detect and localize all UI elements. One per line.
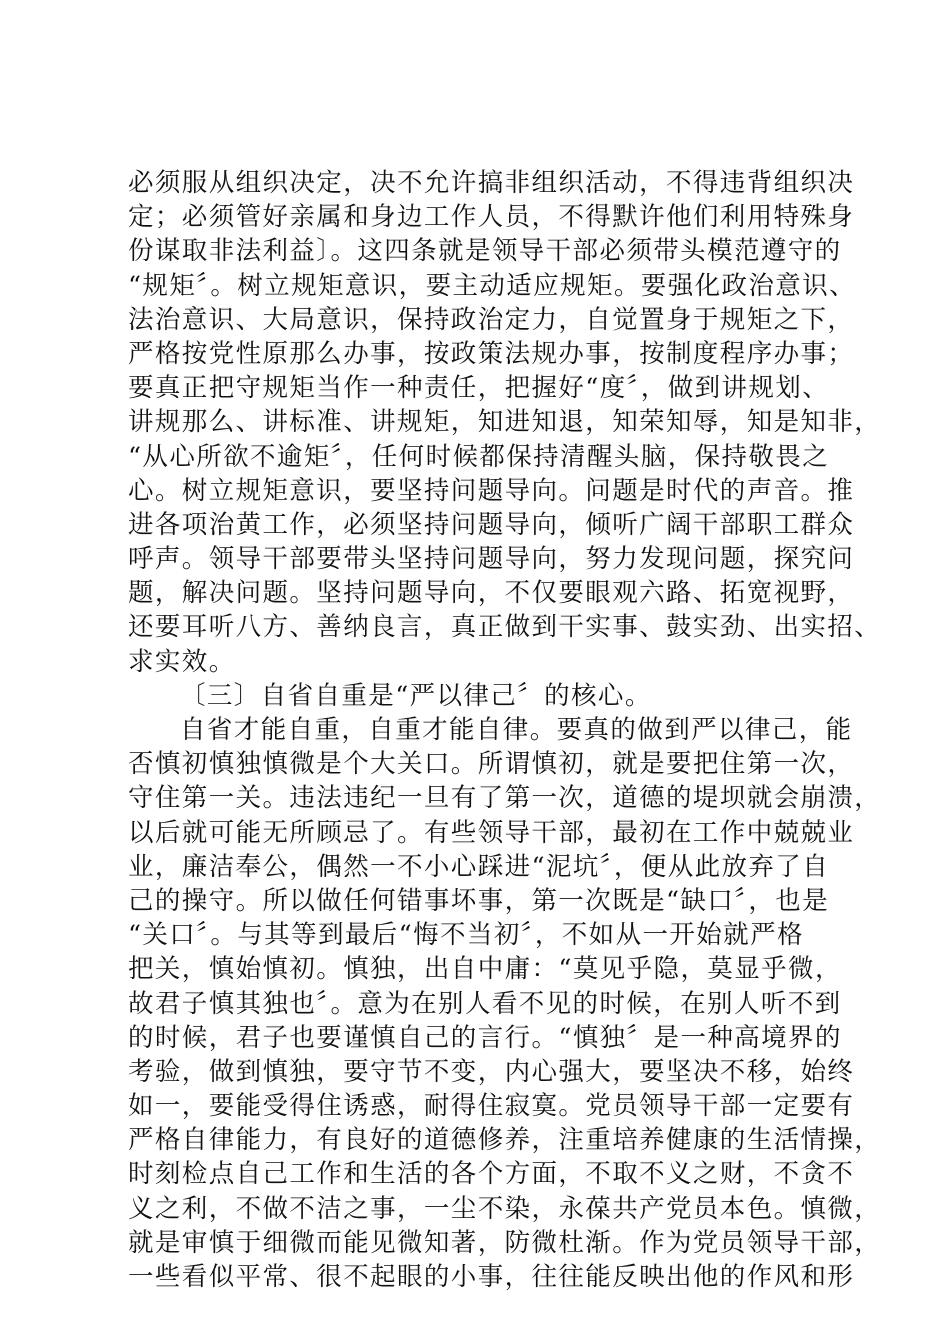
text-line: 心。树立规矩意识，要坚持问题导向。问题是时代的声音。推 (128, 475, 855, 506)
section-heading: 〔三〕自省自重是“严以律己〞的核心。 (180, 680, 652, 711)
text-line: “从心所欲不逾矩〞，任何时候都保持清醒头脑，保持敬畏之 (128, 441, 830, 472)
text-line: 定；必须管好亲属和身边工作人员，不得默许他们利用特殊身 (128, 202, 855, 233)
text-line: 守住第一关。违法违纪一旦有了第一次，道德的堤坝就会崩溃， (128, 783, 882, 814)
text-line: 呼声。领导干部要带头坚持问题导向，努力发现问题，探究问 (128, 544, 855, 575)
text-line: 己的操守。所以做任何错事坏事，第一次既是“缺口〞，也是 (128, 885, 830, 916)
text-line: 严格按党性原那么办事，按政策法规办事，按制度程序办事； (128, 338, 855, 369)
text-line: 以后就可能无所顾忌了。有些领导干部，最初在工作中兢兢业 (128, 817, 855, 848)
text-line: 故君子慎其独也〞。意为在别人看不见的时候，在别人听不到 (128, 988, 842, 1019)
text-line: 进各项治黄工作，必须坚持问题导向，倾听广阔干部职工群众 (128, 509, 855, 540)
text-line: 如一，要能受得住诱惑，耐得住寂寞。党员领导干部一定要有 (128, 1091, 855, 1122)
text-line: 时刻检点自己工作和生活的各个方面，不取不义之财，不贪不 (128, 1159, 855, 1190)
text-line: 必须服从组织决定，决不允许搞非组织活动，不得违背组织决 (128, 168, 855, 198)
text-line: 还要耳听八方、善纳良言，真正做到干实事、鼓实劲、出实招、 (128, 612, 882, 643)
text-line: “关口〞。与其等到最后“悔不当初〞，不如从一开始就严格 (128, 920, 804, 951)
paragraph-first-line: 自省才能自重，自重才能自律。要真的做到严以律己，能 (180, 715, 853, 745)
text-line: 份谋取非法利益〕。这四条就是领导干部必须带头模范遵守的 (128, 236, 842, 267)
text-line: 严格自律能力，有良好的道德修养，注重培养健康的生活情操， (128, 1125, 882, 1156)
text-line: 求实效。 (128, 646, 236, 677)
text-line: “规矩〞。树立规矩意识，要主动适应规矩。要强化政治意识、 (128, 270, 856, 301)
text-line: 题，解决问题。坚持问题导向，不仅要眼观六路、拓宽视野， (128, 578, 855, 609)
text-line: 讲规那么、讲标准、讲规矩，知进知退，知荣知辱，知是知非， (128, 407, 882, 438)
text-line: 一些看似平常、很不起眼的小事，往往能反映出他的作风和形 (128, 1262, 855, 1292)
text-line: 把关，慎始慎初。慎独，出自中庸：“莫见乎隐，莫显乎微， (128, 954, 842, 985)
text-line: 的时候，君子也要谨慎自己的言行。“慎独〞是一种高境界的 (128, 1022, 842, 1053)
text-line: 法治意识、大局意识，保持政治定力，自觉置身于规矩之下， (128, 304, 855, 335)
text-line: 义之利，不做不洁之事，一尘不染，永葆共产党员本色。慎微， (128, 1193, 882, 1224)
text-line: 否慎初慎独慎微是个大关口。所谓慎初，就是要把住第一次， (128, 749, 855, 780)
text-line: 考验，做到慎独，要守节不变，内心强大，要坚决不移，始终 (128, 1056, 855, 1087)
text-line: 要真正把守规矩当作一种责任，把握好“度〞，做到讲规划、 (128, 373, 830, 404)
text-line: 业，廉洁奉公，偶然一不小心踩进“泥坑〞，便从此放弃了自 (128, 851, 830, 882)
text-line: 就是审慎于细微而能见微知著，防微杜渐。作为党员领导干部， (128, 1227, 882, 1258)
body-text (128, 166, 882, 1294)
